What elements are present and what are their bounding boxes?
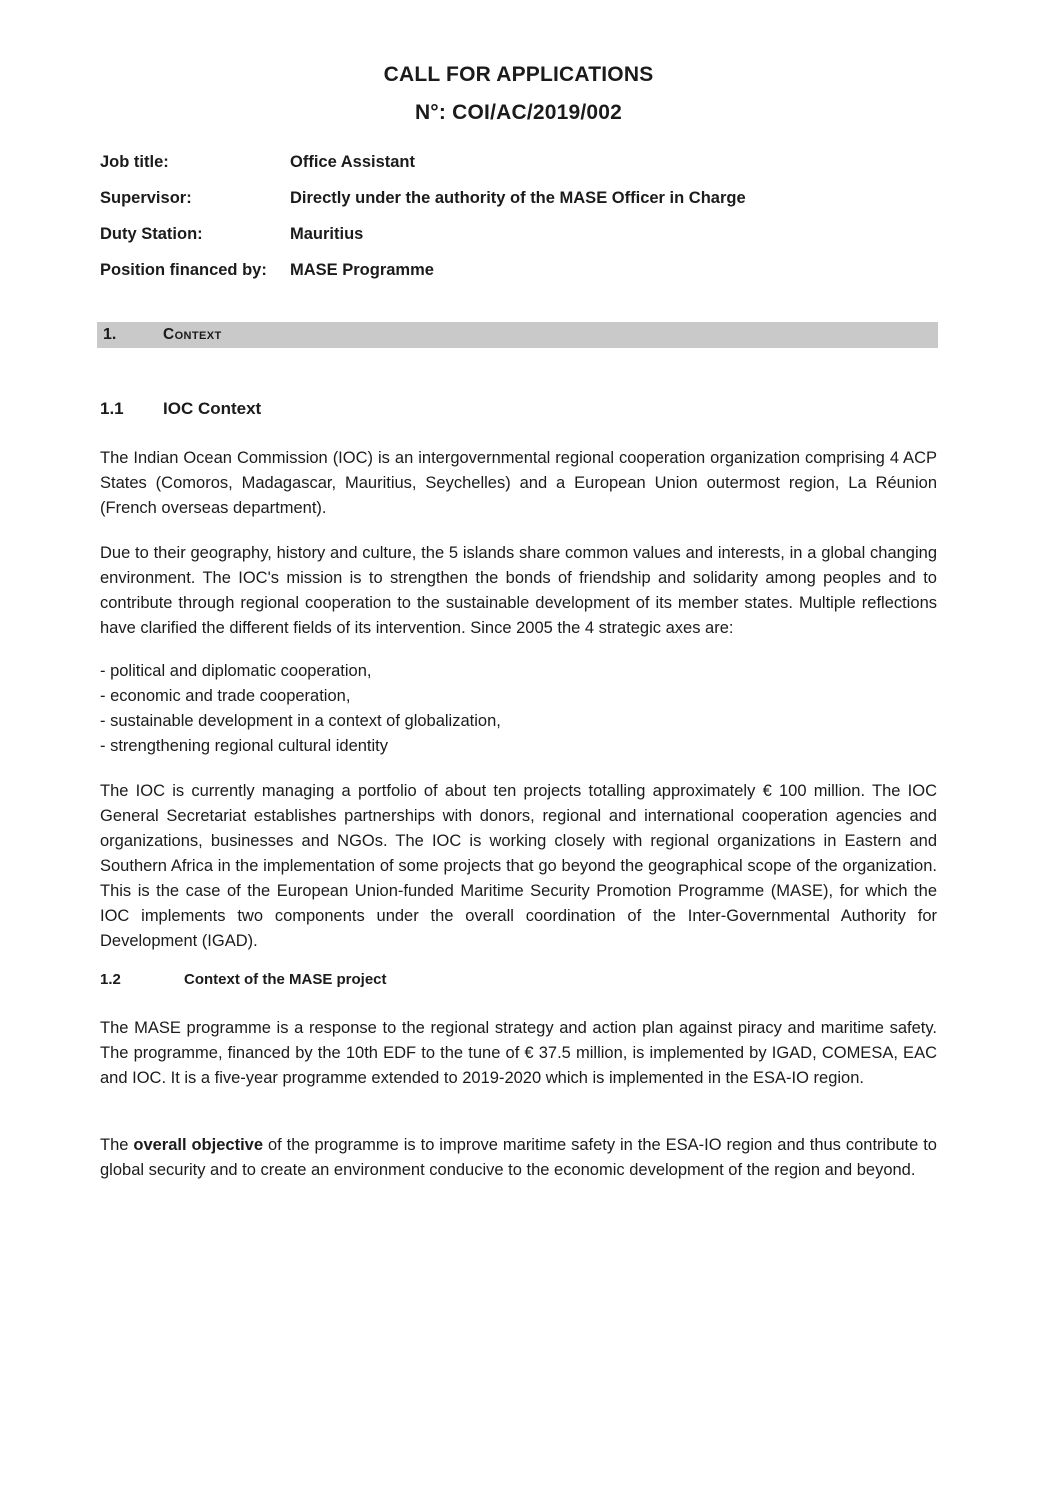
paragraph-mase-intro: The MASE programme is a response to the regional strategy and action plan against piracy and maritime safety. The programme, financed by the 10th EDF to the tune of € 37.5 million, is implemented by IGAD, COMESA, EAC and IOC. It is a five-year programme extended to 2019-2020 which is implemented in the ESA-IO region. bbox=[100, 1019, 937, 1087]
heading-1-2 bbox=[100, 970, 937, 990]
paragraph-ioc-portfolio: The IOC is currently managing a portfolio of about ten projects totalling approximately € 100 million. The IOC General Secretariat establishes partnerships with donors, regional and international cooperation agencies and organizations, businesses and NGOs. The IOC is working closely with regional organizations in Eastern and Southern Africa in the implementation of some projects that go beyond the geographical scope of the organization. This is the case of the European Union-funded Maritime Security Promotion Programme (MASE), for which the IOC implements two components under the overall coordination of the Inter-Governmental Authority for Development (IGAD). bbox=[100, 782, 937, 950]
list-item-economic: - economic and trade cooperation, bbox=[100, 687, 351, 705]
document-title-line2: N°: COI/AC/2019/002 bbox=[414, 101, 623, 124]
meta-row-supervisor bbox=[100, 186, 937, 211]
meta-label: Job title: bbox=[100, 153, 169, 171]
section-1-header-bar bbox=[97, 322, 938, 348]
job-meta-block bbox=[100, 150, 937, 283]
meta-row-financed-by bbox=[100, 258, 937, 283]
meta-value: Office Assistant bbox=[290, 153, 416, 171]
meta-value: MASE Programme bbox=[290, 261, 434, 279]
section-1-title: Context bbox=[163, 326, 222, 343]
objective-bold-text: overall objective bbox=[133, 1136, 264, 1154]
heading-1-2-title: Context of the MASE project bbox=[184, 971, 387, 988]
meta-row-duty-station bbox=[100, 222, 937, 247]
document-title-line1: CALL FOR APPLICATIONS bbox=[383, 63, 654, 86]
heading-1-1 bbox=[100, 398, 937, 420]
heading-1-1-title: IOC Context bbox=[163, 399, 262, 418]
meta-value: Directly under the authority of the MASE Officer in Charge bbox=[290, 189, 746, 207]
heading-1-1-number: 1.1 bbox=[100, 399, 124, 418]
list-item-cultural: - strengthening regional cultural identity bbox=[100, 737, 389, 755]
heading-1-2-number: 1.2 bbox=[100, 971, 121, 988]
paragraph-ioc-intro: The Indian Ocean Commission (IOC) is an intergovernmental regional cooperation organization comprising 4 ACP States (Comoros, Madagascar, Mauritius, Seychelles) and a European Union outermost region, La Réunion (French overseas department). bbox=[100, 449, 937, 517]
objective-rest-text: of the programme is to improve maritime safety in the ESA-IO region and thus contribute to global security and to create an environment conducive to the economic development of the region and beyond. bbox=[100, 1136, 937, 1179]
list-item-sustainable: - sustainable development in a context of globalization, bbox=[100, 712, 501, 730]
objective-prefix-text: The bbox=[100, 1136, 134, 1154]
strategic-axes-list bbox=[100, 659, 937, 759]
meta-row-job-title bbox=[100, 150, 937, 175]
paragraph-overall-objective bbox=[100, 1133, 937, 1183]
meta-label: Duty Station: bbox=[100, 225, 203, 243]
document-title bbox=[100, 56, 937, 132]
meta-label: Position financed by: bbox=[100, 261, 267, 279]
meta-label: Supervisor: bbox=[100, 189, 192, 207]
section-1-number: 1. bbox=[103, 326, 117, 343]
list-item-political: - political and diplomatic cooperation, bbox=[100, 662, 372, 680]
paragraph-ioc-mission: Due to their geography, history and culture, the 5 islands share common values and interests, in a global changing environment. The IOC's mission is to strengthen the bonds of friendship and solidarity among peoples and to contribute through regional cooperation to the sustainable development of its member states. Multiple reflections have clarified the different fields of its intervention. Since 2005 the 4 strategic axes are: bbox=[100, 544, 937, 637]
meta-value: Mauritius bbox=[290, 225, 364, 243]
